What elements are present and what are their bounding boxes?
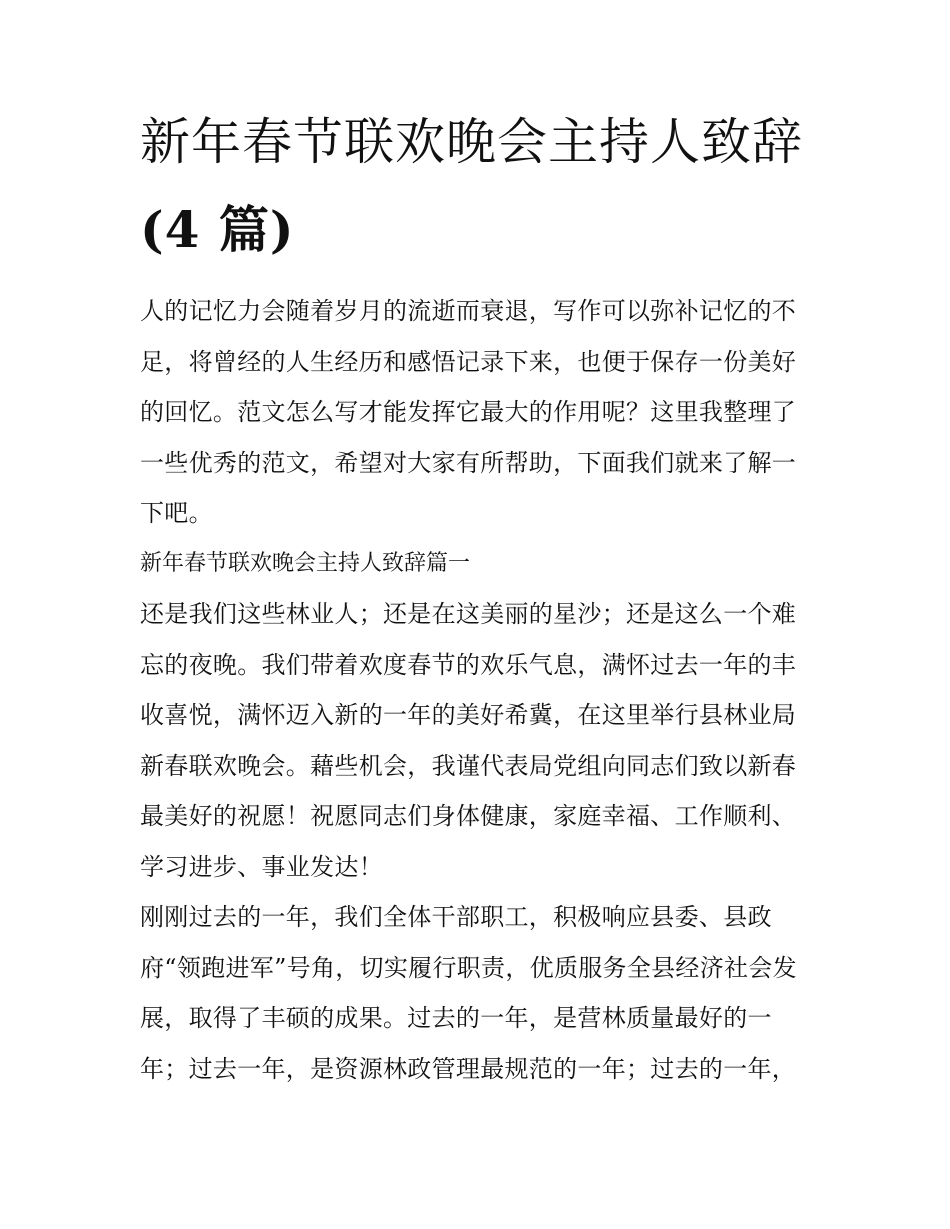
paragraph-1 (140, 589, 812, 892)
section-heading-text: 新年春节联欢晚会主持人致辞篇一 (140, 550, 471, 576)
intro-line: 下吧。 (140, 499, 213, 527)
document-title (140, 112, 812, 260)
intro-line: 足，将曾经的人生经历和感悟记录下来，也便于保存一份美好 (140, 347, 797, 376)
intro-line: 一些优秀的范文，希望对大家有所帮助，下面我们就来了解一 (140, 448, 797, 477)
paragraph-line: 收喜悦，满怀迈入新的一年的美好希冀，在这里举行县林业局 (140, 701, 797, 729)
document-page (140, 112, 812, 1094)
paragraph-line: 还是我们这些林业人；还是在这美丽的星沙；还是这么一个难 (140, 600, 797, 628)
title-line-2: (4 篇) (140, 200, 295, 259)
title-line-1: 新年春节联欢晚会主持人致辞 (140, 113, 803, 171)
intro-line: 的回忆。范文怎么写才能发挥它最大的作用呢？这里我整理了 (140, 398, 797, 426)
intro-line: 人的记忆力会随着岁月的流逝而衰退，写作可以弥补记忆的不 (140, 297, 797, 325)
paragraph-2 (140, 892, 812, 1094)
paragraph-line: 最美好的祝愿！祝愿同志们身体健康，家庭幸福、工作顺利、 (140, 802, 797, 830)
paragraph-line: 展，取得了丰硕的成果。过去的一年，是营林质量最好的一 (140, 1004, 772, 1032)
document-body (140, 286, 812, 1094)
paragraph-line: 忘的夜晚。我们带着欢度春节的欢乐气息，满怀过去一年的丰 (140, 650, 797, 679)
paragraph-line: 年；过去一年，是资源林政管理最规范的一年；过去的一年， (140, 1054, 797, 1083)
paragraph-line: 刚刚过去的一年，我们全体干部职工，积极响应县委、县政 (140, 903, 772, 931)
paragraph-line: 府“领跑进军”号角，切实履行职责，优质服务全县经济社会发 (140, 953, 797, 982)
section-heading (140, 539, 812, 590)
intro-paragraph (140, 286, 812, 539)
paragraph-line: 新春联欢晚会。藉些机会，我谨代表局党组向同志们致以新春 (140, 751, 797, 780)
paragraph-line: 学习进步、事业发达！ (140, 852, 383, 881)
